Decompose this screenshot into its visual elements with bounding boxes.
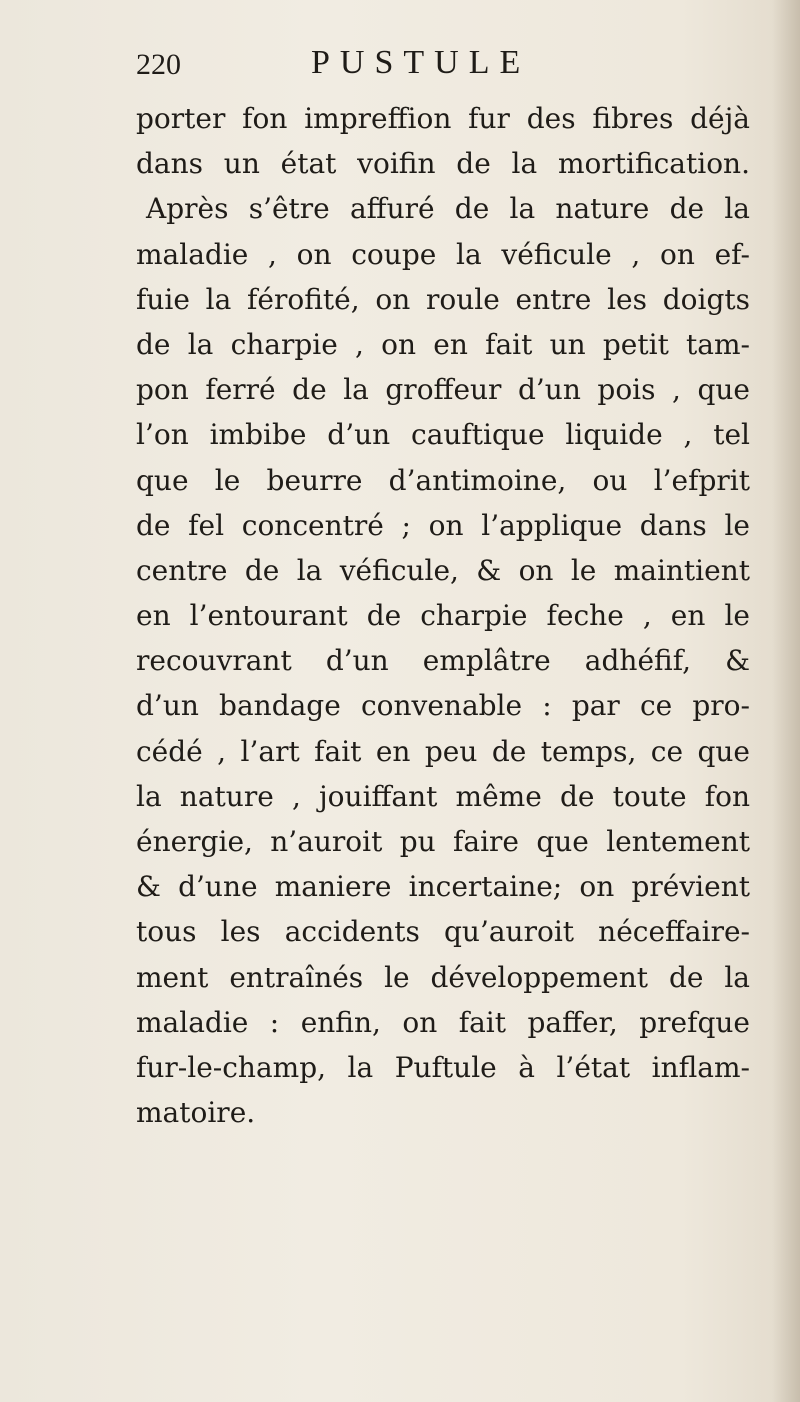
text-line: fur-le-champ, la Puftule à l’état inflam- xyxy=(136,1050,750,1084)
text-line: d’un bandage convenable : par ce pro- xyxy=(136,689,750,723)
text-line: énergie, n’auroit pu faire que lentement xyxy=(136,825,750,858)
text-line: fuie la férofité, on roule entre les doigts xyxy=(136,282,750,316)
text-line: pon ferré de la groffeur d’un pois , que xyxy=(136,373,750,407)
text-line: porter fon impreffion fur des fibres déjà xyxy=(136,102,750,135)
text-line: centre de la véficule, & on le maintient xyxy=(136,553,750,587)
text-line: dans un état voifin de la mortification. xyxy=(136,147,750,181)
text-line: de la charpie , on en fait un petit tam- xyxy=(136,327,750,361)
text-line: maladie , on coupe la véficule , on ef- xyxy=(136,237,750,271)
text-line: en l’entourant de charpie feche , en le xyxy=(136,599,750,633)
text-line: & d’une maniere incertaine; on prévient xyxy=(136,870,750,904)
page-edge-shadow xyxy=(772,0,800,1402)
running-title: PUSTULE xyxy=(311,44,531,81)
text-line: recouvrant d’un emplâtre adhéfif, & xyxy=(136,644,750,678)
text-line: que le beurre d’antimoine, ou l’efprit xyxy=(136,463,750,497)
body-text xyxy=(136,96,750,1135)
text-line: Après s’être affuré de la nature de la xyxy=(146,192,750,226)
page-number: 220 xyxy=(136,48,181,81)
running-head xyxy=(136,44,576,88)
text-line: tous les accidents qu’auroit néceffaire- xyxy=(136,915,750,949)
text-line: ment entraînés le développement de la xyxy=(136,960,750,994)
text-line: l’on imbibe d’un cauftique liquide , tel xyxy=(136,418,750,452)
text-line: cédé , l’art fait en peu de temps, ce que xyxy=(136,734,750,768)
text-line: maladie : enfin, on fait paffer, prefque xyxy=(136,1005,750,1039)
text-line: la nature , jouiffant même de toute fon xyxy=(136,779,750,813)
text-line: de fel concentré ; on l’applique dans le xyxy=(136,508,750,542)
text-line: matoire. xyxy=(136,1096,256,1130)
